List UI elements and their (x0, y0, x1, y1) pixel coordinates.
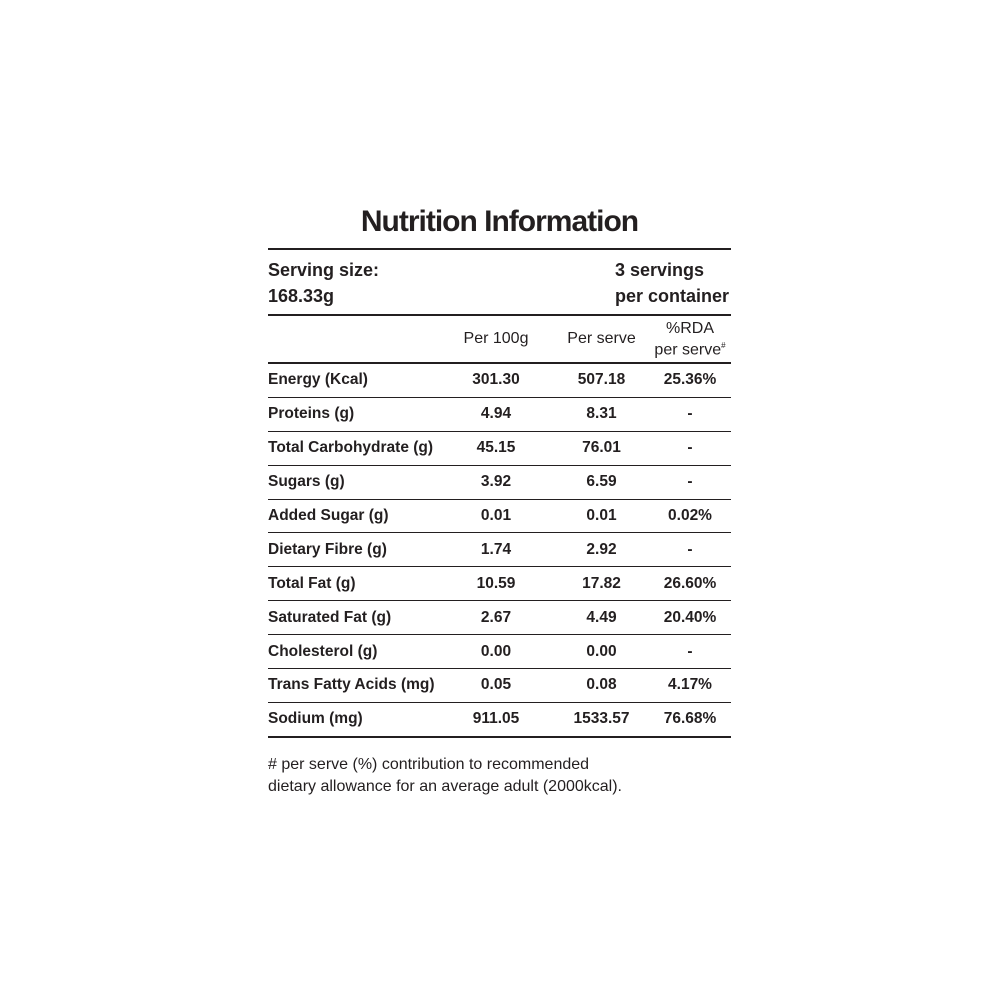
table-row (268, 397, 731, 431)
rda-value: 0.02% (668, 507, 712, 524)
per100-value: 0.05 (480, 676, 512, 694)
table-row (268, 362, 731, 397)
nutrient-name: Cholesterol (g) (268, 642, 378, 660)
per100-value: 10.59 (476, 574, 516, 592)
nutrient-name: Sugars (g) (268, 473, 345, 491)
rda-value: 26.60% (663, 574, 717, 592)
rda-value: - (687, 642, 693, 660)
perserve-value: 0.08 (586, 676, 617, 694)
table-row (268, 668, 731, 702)
column-header-row (268, 316, 731, 362)
per100-value: 911.05 (472, 710, 520, 728)
per100-value: 301.30 (472, 371, 520, 389)
per100-value: 2.67 (480, 608, 512, 626)
perserve-value: 6.59 (586, 473, 617, 491)
nutrition-label (268, 200, 731, 798)
perserve-value: 8.31 (586, 405, 617, 423)
rda-header-perserve: per serve (654, 341, 722, 359)
perserve-value: 507.18 (577, 371, 626, 389)
nutrient-name: Dietary Fibre (g) (268, 540, 387, 558)
nutrient-name: Trans Fatty Acids (mg) (268, 676, 435, 694)
table-row (268, 600, 731, 634)
per100-value: 1.74 (480, 540, 512, 558)
perserve-value: 4.49 (586, 608, 617, 626)
servings-per-container (615, 257, 731, 314)
serving-size-label: Serving size: (268, 260, 380, 280)
nutrition-title: Nutrition Information (360, 205, 639, 238)
table-row (268, 532, 731, 566)
rda-value: - (687, 540, 693, 558)
rda-value: 76.68% (663, 710, 717, 728)
nutrient-name: Total Carbohydrate (g) (268, 439, 434, 457)
nutrient-name: Saturated Fat (g) (268, 608, 392, 626)
perserve-value: 0.01 (586, 507, 617, 524)
rda-header-line2 (649, 337, 731, 358)
nutrient-name: Energy (Kcal) (268, 371, 368, 389)
rda-value: - (687, 439, 693, 457)
column-header-per100: Per 100g (463, 330, 529, 347)
footnote-line1: # per serve (%) contribution to recommended (268, 755, 590, 773)
rda-footnote-mark: # (721, 340, 726, 350)
footnote-line2: dietary allowance for an average adult (2000kcal). (268, 777, 622, 795)
table-row (268, 431, 731, 465)
table-row (268, 499, 731, 533)
serving-size (268, 257, 379, 314)
servings-count: 3 servings (615, 260, 705, 280)
perserve-value: 1533.57 (573, 710, 630, 728)
servings-unit: per container (615, 286, 730, 306)
perserve-value: 17.82 (582, 574, 621, 592)
per100-value: 45.15 (476, 439, 516, 457)
nutrition-table (268, 362, 731, 738)
column-header-rda (649, 320, 731, 358)
table-row (268, 634, 731, 668)
rda-value: 25.36% (663, 371, 717, 389)
table-row (268, 566, 731, 600)
perserve-value: 0.00 (586, 642, 617, 660)
nutrient-name: Total Fat (g) (268, 574, 356, 592)
perserve-value: 76.01 (582, 439, 621, 457)
rda-value: - (687, 473, 693, 491)
footnote (268, 754, 731, 798)
perserve-value: 2.92 (586, 540, 617, 558)
serving-size-value: 168.33g (268, 286, 335, 306)
per100-value: 0.00 (480, 642, 512, 660)
table-row (268, 702, 731, 736)
table-row (268, 465, 731, 499)
nutrient-name: Sodium (mg) (268, 710, 363, 728)
per100-value: 3.92 (480, 473, 512, 491)
rda-value: 4.17% (668, 676, 712, 694)
nutrient-name: Proteins (g) (268, 405, 355, 423)
rda-value: 20.40% (663, 608, 717, 626)
rda-value: - (687, 405, 693, 423)
per100-value: 0.01 (480, 507, 512, 524)
column-header-perserve: Per serve (567, 330, 636, 347)
rda-header-line1: %RDA (665, 319, 714, 337)
per100-value: 4.94 (480, 405, 512, 423)
serving-info (268, 250, 731, 314)
nutrient-name: Added Sugar (g) (268, 507, 389, 524)
